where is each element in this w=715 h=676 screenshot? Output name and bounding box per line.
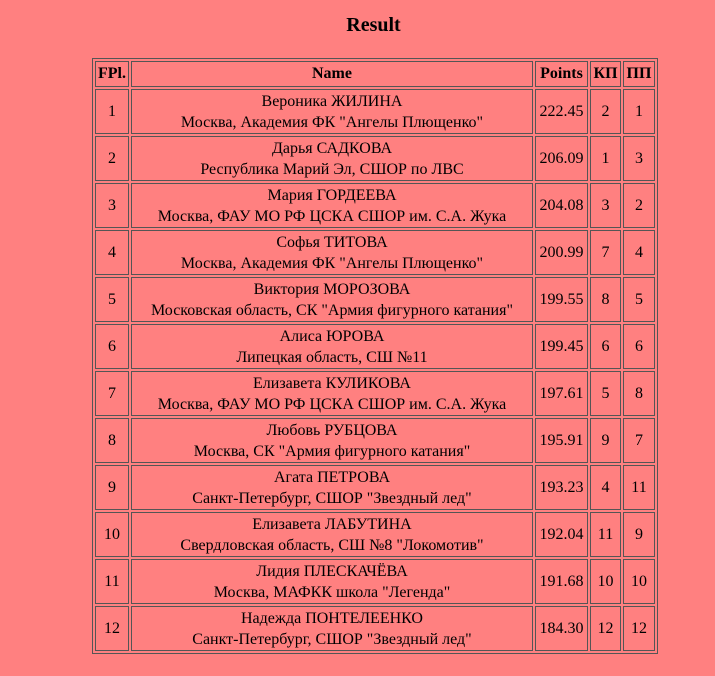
athlete-cell bbox=[131, 418, 533, 463]
table-row bbox=[95, 324, 655, 369]
kp-cell: 11 bbox=[590, 512, 621, 557]
athlete-name: Виктория МОРОЗОВА bbox=[253, 280, 411, 298]
kp-cell: 8 bbox=[590, 277, 621, 322]
pp-cell: 3 bbox=[623, 136, 655, 181]
points-cell: 184.30 bbox=[535, 606, 588, 651]
header-kp: КП bbox=[590, 61, 621, 87]
athlete-cell bbox=[131, 183, 533, 228]
header-name: Name bbox=[131, 61, 533, 87]
table-row bbox=[95, 418, 655, 463]
athlete-name: Любовь РУБЦОВА bbox=[266, 421, 398, 439]
kp-cell: 5 bbox=[590, 371, 621, 416]
athlete-cell bbox=[131, 465, 533, 510]
place-cell: 6 bbox=[95, 324, 129, 369]
table-row bbox=[95, 277, 655, 322]
athlete-club: Москва, ФАУ МО РФ ЦСКА СШОР им. С.А. Жука bbox=[157, 207, 507, 225]
athlete-cell bbox=[131, 512, 533, 557]
athlete-name: Мария ГОРДЕЕВА bbox=[267, 186, 397, 204]
points-cell: 200.99 bbox=[535, 230, 588, 275]
place-cell: 7 bbox=[95, 371, 129, 416]
page-title: Result bbox=[346, 14, 401, 36]
athlete-cell bbox=[131, 277, 533, 322]
table-row bbox=[95, 230, 655, 275]
athlete-cell bbox=[131, 371, 533, 416]
table-row bbox=[95, 89, 655, 134]
athlete-name: Агата ПЕТРОВА bbox=[273, 468, 391, 486]
athlete-cell bbox=[131, 136, 533, 181]
kp-cell: 2 bbox=[590, 89, 621, 134]
header-pp: ПП bbox=[623, 61, 655, 87]
points-cell: 206.09 bbox=[535, 136, 588, 181]
athlete-club: Свердловская область, СШ №8 "Локомотив" bbox=[180, 536, 484, 554]
athlete-club: Москва, СК "Армия фигурного катания" bbox=[193, 442, 471, 460]
place-cell: 1 bbox=[95, 89, 129, 134]
place-cell: 2 bbox=[95, 136, 129, 181]
place-cell: 11 bbox=[95, 559, 129, 604]
table-row bbox=[95, 371, 655, 416]
header-place: FPl. bbox=[95, 61, 129, 87]
kp-cell: 10 bbox=[590, 559, 621, 604]
athlete-name: Надежда ПОНТЕЛЕЕНКО bbox=[241, 609, 423, 627]
pp-cell: 6 bbox=[623, 324, 655, 369]
athlete-club: Санкт-Петербург, СШОР "Звездный лед" bbox=[192, 630, 472, 648]
pp-cell: 2 bbox=[623, 183, 655, 228]
table-row bbox=[95, 465, 655, 510]
athlete-club: Москва, Академия ФК "Ангелы Плющенко" bbox=[180, 113, 484, 131]
points-cell: 222.45 bbox=[535, 89, 588, 134]
kp-cell: 3 bbox=[590, 183, 621, 228]
table-row bbox=[95, 136, 655, 181]
header-row bbox=[95, 61, 655, 87]
points-cell: 199.55 bbox=[535, 277, 588, 322]
athlete-name: Софья ТИТОВА bbox=[276, 233, 388, 251]
pp-cell: 1 bbox=[623, 89, 655, 134]
athlete-cell bbox=[131, 230, 533, 275]
place-cell: 3 bbox=[95, 183, 129, 228]
points-cell: 193.23 bbox=[535, 465, 588, 510]
athlete-cell bbox=[131, 606, 533, 651]
kp-cell: 4 bbox=[590, 465, 621, 510]
athlete-club: Республика Марий Эл, СШОР по ЛВС bbox=[200, 160, 464, 178]
place-cell: 9 bbox=[95, 465, 129, 510]
place-cell: 10 bbox=[95, 512, 129, 557]
pp-cell: 12 bbox=[623, 606, 655, 651]
points-cell: 195.91 bbox=[535, 418, 588, 463]
kp-cell: 9 bbox=[590, 418, 621, 463]
kp-cell: 12 bbox=[590, 606, 621, 651]
athlete-cell bbox=[131, 324, 533, 369]
pp-cell: 7 bbox=[623, 418, 655, 463]
pp-cell: 9 bbox=[623, 512, 655, 557]
points-cell: 191.68 bbox=[535, 559, 588, 604]
athlete-cell bbox=[131, 559, 533, 604]
header-points: Points bbox=[535, 61, 588, 87]
kp-cell: 7 bbox=[590, 230, 621, 275]
kp-cell: 6 bbox=[590, 324, 621, 369]
table-row bbox=[95, 183, 655, 228]
athlete-name: Елизавета ЛАБУТИНА bbox=[252, 515, 412, 533]
points-cell: 204.08 bbox=[535, 183, 588, 228]
athlete-name: Лидия ПЛЕСКАЧЁВА bbox=[256, 562, 408, 580]
place-cell: 8 bbox=[95, 418, 129, 463]
table-row bbox=[95, 512, 655, 557]
athlete-club: Санкт-Петербург, СШОР "Звездный лед" bbox=[192, 489, 472, 507]
place-cell: 4 bbox=[95, 230, 129, 275]
athlete-club: Москва, Академия ФК "Ангелы Плющенко" bbox=[180, 254, 484, 272]
pp-cell: 4 bbox=[623, 230, 655, 275]
pp-cell: 11 bbox=[623, 465, 655, 510]
athlete-club: Московская область, СК "Армия фигурного катания" bbox=[150, 301, 514, 319]
athlete-club: Липецкая область, СШ №11 bbox=[236, 348, 428, 366]
points-cell: 199.45 bbox=[535, 324, 588, 369]
athlete-name: Дарья САДКОВА bbox=[271, 139, 393, 157]
pp-cell: 5 bbox=[623, 277, 655, 322]
kp-cell: 1 bbox=[590, 136, 621, 181]
athlete-cell bbox=[131, 89, 533, 134]
athlete-club: Москва, МАФКК школа "Легенда" bbox=[213, 583, 451, 601]
points-cell: 192.04 bbox=[535, 512, 588, 557]
pp-cell: 8 bbox=[623, 371, 655, 416]
table-row bbox=[95, 606, 655, 651]
athlete-name: Алиса ЮРОВА bbox=[279, 327, 385, 345]
athlete-name: Елизавета КУЛИКОВА bbox=[253, 374, 411, 392]
results-body bbox=[95, 89, 655, 651]
place-cell: 12 bbox=[95, 606, 129, 651]
pp-cell: 10 bbox=[623, 559, 655, 604]
table-row bbox=[95, 559, 655, 604]
place-cell: 5 bbox=[95, 277, 129, 322]
athlete-club: Москва, ФАУ МО РФ ЦСКА СШОР им. С.А. Жука bbox=[157, 395, 507, 413]
results-table bbox=[92, 58, 658, 654]
points-cell: 197.61 bbox=[535, 371, 588, 416]
athlete-name: Вероника ЖИЛИНА bbox=[261, 92, 403, 110]
